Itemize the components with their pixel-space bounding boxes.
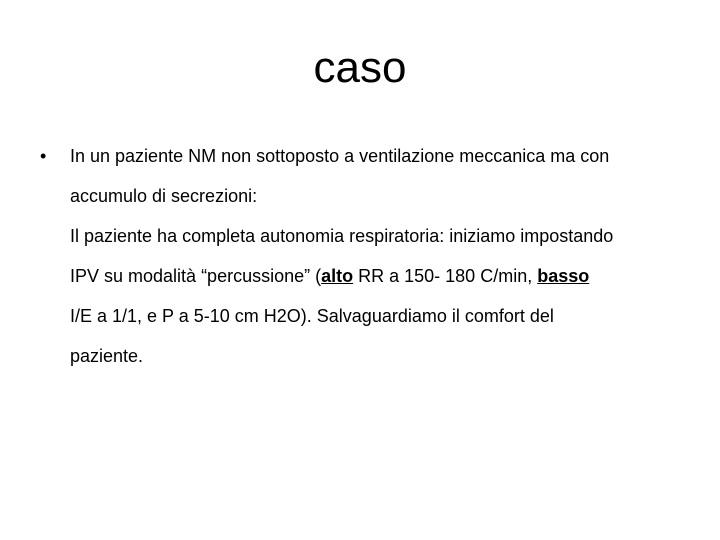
text-line-1: In un paziente NM non sottoposto a ventilazione meccanica ma con — [70, 146, 610, 166]
text-line-3: Il paziente ha completa autonomia respiratoria: iniziamo impostando — [70, 226, 614, 246]
emphasis-alto: alto — [321, 266, 354, 286]
bullet-item — [40, 136, 700, 376]
text-line-5: I/E a 1/1, e P a 5-10 cm H2O). Salvaguardiamo il comfort del — [70, 306, 554, 326]
bullet-marker: • — [40, 146, 47, 166]
text-line-4-part-a: IPV su modalità “percussione” ( — [70, 266, 322, 286]
text-line-6: paziente. — [70, 346, 144, 366]
text-line-2: accumulo di secrezioni: — [70, 186, 258, 206]
bullet-list — [40, 136, 700, 376]
emphasis-basso: basso — [537, 266, 590, 286]
text-line-4-part-c: RR a 150- 180 C/min, — [353, 266, 538, 286]
slide-title: caso — [313, 43, 407, 92]
text-line-4 — [70, 256, 700, 296]
